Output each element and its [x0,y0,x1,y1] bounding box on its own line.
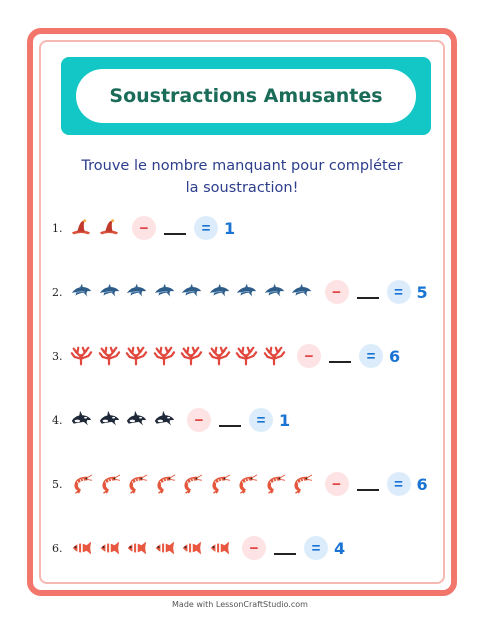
coral-icon [152,345,176,367]
shrimp-icon [262,473,286,495]
dolphin-icon [179,281,203,303]
problem-row [52,214,235,242]
problem-number: 3. [52,349,63,363]
answer-blank[interactable] [164,221,186,235]
problem-number: 2. [52,285,63,299]
dolphin-icon [234,281,258,303]
dolphin-icon [207,281,231,303]
problem-number: 1. [52,221,63,235]
fish-icon [124,537,148,559]
problem-row [52,534,345,562]
shrimp-icon [97,473,121,495]
dolphin-icon [289,281,313,303]
hat-icon [97,217,121,239]
shrimp-icon [152,473,176,495]
fish-icon [207,537,231,559]
equals-sign: = [249,408,273,432]
problem-row [52,470,428,498]
shrimp-icon [207,473,231,495]
problem-number: 5. [52,477,63,491]
equals-sign: = [359,344,383,368]
title-pill [76,69,416,123]
result-value: 1 [279,410,291,430]
minus-sign: − [325,280,349,304]
dolphin-icon [69,281,93,303]
coral-icon [69,345,93,367]
equals-sign: = [304,536,328,560]
coral-icon [124,345,148,367]
minus-sign: − [187,408,211,432]
picture-group [69,537,234,559]
result-value: 6 [416,474,428,494]
equals-sign: = [387,472,411,496]
dolphin-icon [124,281,148,303]
page-title: Soustractions Amusantes [109,85,383,107]
result-value: 1 [224,218,236,238]
picture-group [69,217,124,239]
orca-icon [152,409,176,431]
instructions [33,155,451,199]
dolphin-icon [262,281,286,303]
answer-blank[interactable] [219,413,241,427]
answer-blank[interactable] [357,477,379,491]
orca-icon [97,409,121,431]
shrimp-icon [289,473,313,495]
problem-number: 4. [52,413,63,427]
answer-blank[interactable] [329,349,351,363]
hat-icon [69,217,93,239]
result-value: 5 [416,282,428,302]
fish-icon [152,537,176,559]
equals-sign: = [194,216,218,240]
picture-group [69,409,179,431]
worksheet-frame [27,28,457,596]
minus-sign: − [297,344,321,368]
coral-icon [207,345,231,367]
coral-icon [179,345,203,367]
answer-blank[interactable] [357,285,379,299]
minus-sign: − [132,216,156,240]
result-value: 4 [334,538,346,558]
shrimp-icon [179,473,203,495]
picture-group [69,281,317,303]
minus-sign: − [325,472,349,496]
fish-icon [97,537,121,559]
dolphin-icon [152,281,176,303]
problem-row [52,278,428,306]
fish-icon [69,537,93,559]
coral-icon [262,345,286,367]
instructions-text: Trouve le nombre manquant pour compléter la soustraction! [81,158,403,196]
fish-icon [179,537,203,559]
result-value: 6 [389,346,401,366]
shrimp-icon [234,473,258,495]
minus-sign: − [242,536,266,560]
coral-icon [97,345,121,367]
problem-number: 6. [52,541,63,555]
picture-group [69,345,289,367]
problem-row [52,406,290,434]
picture-group [69,473,317,495]
shrimp-icon [124,473,148,495]
shrimp-icon [69,473,93,495]
problem-row [52,342,400,370]
equals-sign: = [387,280,411,304]
coral-icon [234,345,258,367]
answer-blank[interactable] [274,541,296,555]
dolphin-icon [97,281,121,303]
orca-icon [124,409,148,431]
footer-credit: Made with LessonCraftStudio.com [172,600,308,609]
title-banner [61,57,431,135]
orca-icon [69,409,93,431]
